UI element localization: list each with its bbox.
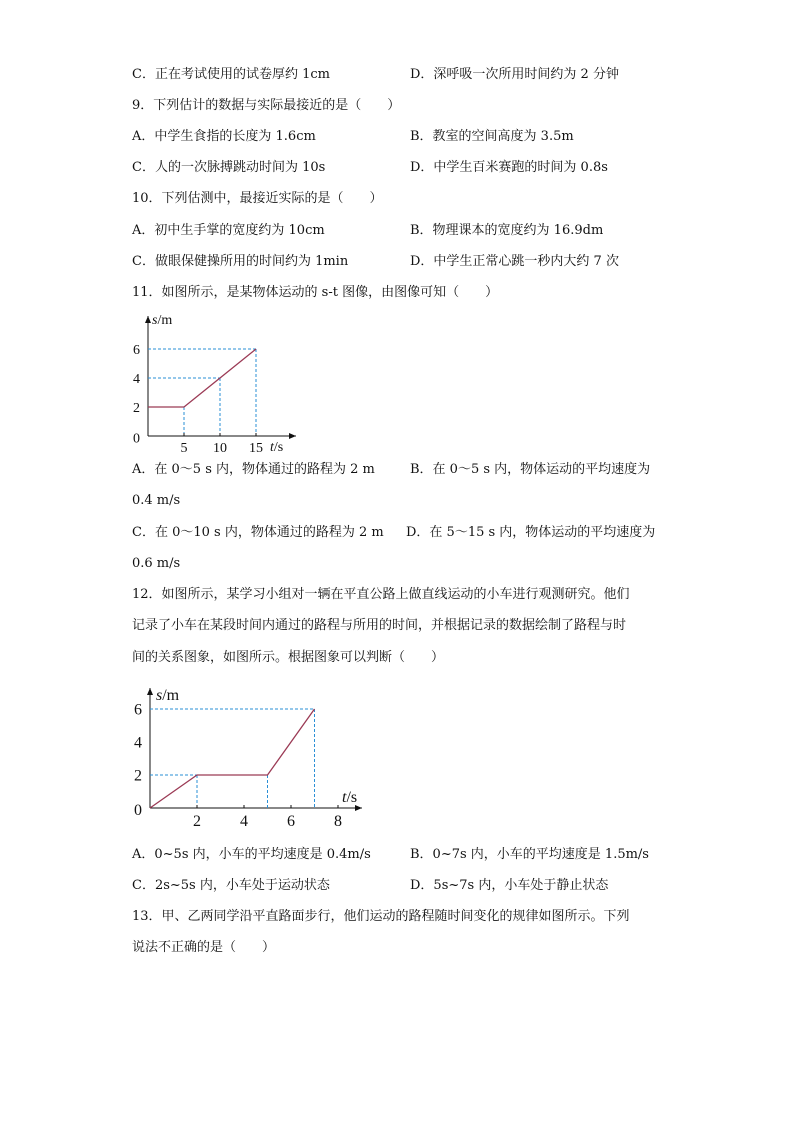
series-line — [150, 709, 315, 808]
chart-q11 — [130, 310, 310, 455]
q10-option-a: A．初中生手掌的宽度约为 10cm — [132, 223, 325, 238]
x-axis-label: t/s — [342, 789, 358, 806]
y-tick-label: 2 — [134, 767, 142, 785]
x-tick-label: 10 — [213, 441, 227, 455]
origin-label: 0 — [133, 431, 140, 447]
x-tick-label: 15 — [249, 441, 263, 455]
q12-option-a: A．0~5s 内，小车的平均速度是 0.4m/s — [132, 847, 371, 862]
q9-option-b: B．教室的空间高度为 3.5m — [410, 129, 574, 144]
q12-option-d: D．5s~7s 内，小车处于静止状态 — [410, 878, 609, 893]
question-10: 10．下列估测中，最接近实际的是（ ） — [132, 191, 383, 206]
q9-option-c: C．人的一次脉搏跳动时间为 10s — [132, 160, 326, 175]
question-12-line1: 12．如图所示，某学习小组对一辆在平直公路上做直线运动的小车进行观测研究。他们 — [132, 587, 630, 602]
q10-option-c: C．做眼保健操所用的时间约为 1min — [132, 254, 349, 269]
x-tick-label: 4 — [240, 813, 248, 830]
x-tick-label: 8 — [334, 813, 342, 830]
option-c-line: C．正在考试使用的试卷厚约 1cm — [132, 67, 330, 82]
y-axis-arrow — [147, 688, 153, 695]
x-axis-label: t/s — [270, 440, 284, 455]
question-12-line3: 间的关系图象，如图所示。根据图象可以判断（ ） — [132, 650, 445, 665]
q11-option-a: A．在 0～5 s 内，物体通过的路程为 2 m — [132, 462, 375, 477]
question-11: 11．如图所示，是某物体运动的 s-t 图像，由图像可知（ ） — [132, 285, 499, 300]
q9-option-a: A．中学生食指的长度为 1.6cm — [132, 129, 316, 144]
question-13-line1: 13．甲、乙两同学沿平直路面步行，他们运动的路程随时间变化的规律如图所示。下列 — [132, 909, 630, 924]
q9-option-d: D．中学生百米赛跑的时间为 0.8s — [410, 160, 608, 175]
chart-q12 — [130, 680, 370, 835]
q11-option-b: B．在 0～5 s 内，物体运动的平均速度为 — [410, 462, 651, 477]
y-axis-arrow — [145, 316, 151, 323]
q10-option-b: B．物理课本的宽度约为 16.9dm — [410, 223, 604, 238]
x-tick-label: 5 — [180, 441, 188, 455]
question-9: 9．下列估计的数据与实际最接近的是（ ） — [132, 98, 401, 113]
y-axis-label: s/m — [152, 313, 173, 328]
q11-option-d-cont: 0.6 m/s — [132, 556, 181, 571]
option-d-line: D．深呼吸一次所用时间约为 2 分钟 — [410, 67, 619, 82]
q10-option-d: D．中学生正常心跳一秒内大约 7 次 — [410, 254, 619, 269]
x-tick-label: 6 — [287, 813, 295, 830]
q11-option-c: C．在 0～10 s 内，物体通过的路程为 2 m — [132, 525, 384, 540]
question-12-line2: 记录了小车在某段时间内通过的路程与所用的时间，并根据记录的数据绘制了路程与时 — [132, 618, 627, 633]
q12-option-c: C．2s~5s 内，小车处于运动状态 — [132, 878, 330, 893]
y-axis-label: s/m — [156, 687, 180, 704]
origin-label: 0 — [134, 802, 142, 820]
y-tick-label: 2 — [133, 400, 140, 416]
x-axis-arrow — [289, 433, 296, 439]
y-tick-label: 6 — [134, 701, 142, 719]
q11-option-b-cont: 0.4 m/s — [132, 493, 181, 508]
question-13-line2: 说法不正确的是（ ） — [132, 940, 276, 955]
x-tick-label: 2 — [193, 813, 201, 830]
y-tick-label: 6 — [133, 342, 140, 358]
y-tick-label: 4 — [134, 734, 142, 752]
q11-option-d: D．在 5～15 s 内，物体运动的平均速度为 — [406, 525, 656, 540]
q12-option-b: B．0~7s 内，小车的平均速度是 1.5m/s — [410, 847, 649, 862]
y-tick-label: 4 — [133, 371, 140, 387]
